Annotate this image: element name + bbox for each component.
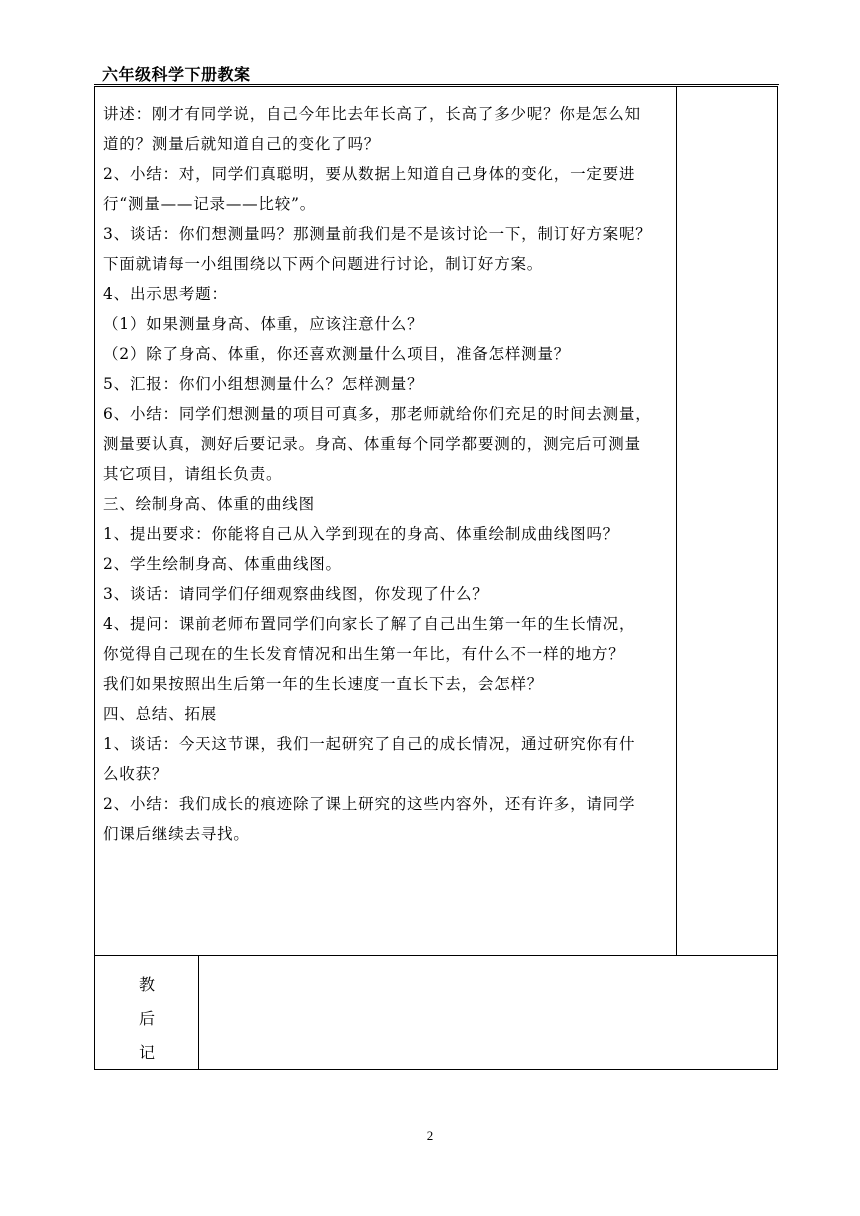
content-line: 们课后继续去寻找。 <box>103 825 250 843</box>
content-line: 么收获？ <box>103 765 169 783</box>
content-line: 行“测量——记录——比较”。 <box>103 195 317 213</box>
content-line: 4、提问：课前老师布置同学们向家长了解了自己出生第一年的生长情况， <box>103 615 636 633</box>
content-line: 讲述：刚才有同学说，自己今年比去年长高了，长高了多少呢？你是怎么知 <box>103 105 641 123</box>
lesson-content-lines <box>103 99 677 849</box>
lesson-plan-table <box>94 86 778 1070</box>
content-line: 测量要认真，测好后要记录。身高、体重每个同学都要测的，测完后可测量 <box>103 435 641 453</box>
content-line: 下面就请每一小组围绕以下两个问题进行讨论，制订好方案。 <box>103 255 544 273</box>
content-line: 5、汇报：你们小组想测量什么？怎样测量？ <box>103 375 424 393</box>
header-divider <box>94 84 779 85</box>
reflection-notes-cell[interactable] <box>199 956 777 1070</box>
reflection-label-cell <box>95 956 199 1070</box>
page-number: 2 <box>426 1128 434 1143</box>
reflection-label-char: 记 <box>138 1043 155 1062</box>
reflection-label-char: 教 <box>138 975 155 994</box>
content-line: 三、绘制身高、体重的曲线图 <box>103 495 315 513</box>
content-line: 6、小结：同学们想测量的项目可真多，那老师就给你们充足的时间去测量， <box>103 405 652 423</box>
content-line: （2）除了身高、体重，你还喜欢测量什么项目，准备怎样测量？ <box>103 345 571 363</box>
content-line: 1、提出要求：你能将自己从入学到现在的身高、体重绘制成曲线图吗？ <box>103 525 619 543</box>
content-line: 2、学生绘制身高、体重曲线图。 <box>103 555 342 573</box>
content-line: 3、谈话：请同学们仔细观察曲线图，你发现了什么？ <box>103 585 489 603</box>
content-line: 2、小结：对，同学们真聪明，要从数据上知道自己身体的变化，一定要进 <box>103 165 636 183</box>
document-header-title: 六年级科学下册教案 <box>102 65 251 84</box>
content-line: 其它项目，请组长负责。 <box>103 465 283 483</box>
lesson-content-cell <box>95 87 677 955</box>
content-line: 3、谈话：你们想测量吗？那测量前我们是不是该讨论一下，制订好方案呢？ <box>103 225 652 243</box>
content-line: 1、谈话：今天这节课，我们一起研究了自己的成长情况，通过研究你有什 <box>103 735 636 753</box>
content-line: 我们如果按照出生后第一年的生长速度一直长下去，会怎样？ <box>103 675 544 693</box>
content-line: （1）如果测量身高、体重，应该注意什么？ <box>103 315 424 333</box>
content-line: 道的？测量后就知道自己的变化了吗？ <box>103 135 381 153</box>
content-line: 2、小结：我们成长的痕迹除了课上研究的这些内容外，还有许多，请同学 <box>103 795 636 813</box>
content-line: 四、总结、拓展 <box>103 705 218 723</box>
content-line: 你觉得自己现在的生长发育情况和出生第一年比，有什么不一样的地方？ <box>103 645 625 663</box>
reflection-row <box>95 955 777 1070</box>
reflection-label-char: 后 <box>138 1009 155 1028</box>
content-line: 4、出示思考题： <box>103 285 228 303</box>
